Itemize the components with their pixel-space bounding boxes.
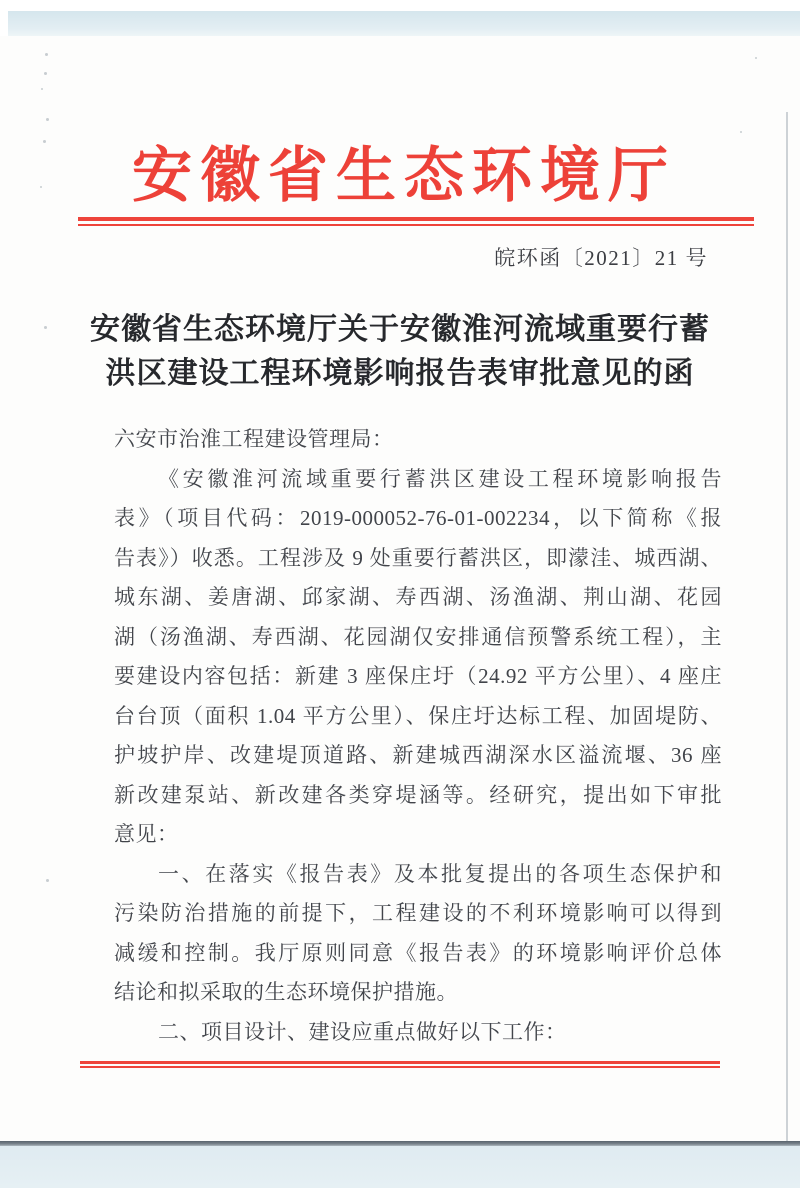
scan-speck [46,118,49,121]
red-separator-top [78,217,754,226]
body-line: 一、在落实《报告表》及本批复提出的各项生态保护和 [158,861,722,886]
letter-body [114,420,722,1052]
scan-speck [41,88,43,90]
red-separator-top-thin-line [78,224,754,226]
document-title [0,308,800,396]
document-number: 皖环函〔2021〕21 号 [494,246,708,270]
scan-speck [44,72,47,75]
body-line: 污染防治措施的前提下，工程建设的不利环境影响可以得到 [114,901,722,925]
salutation: 六安市治淮工程建设管理局： [114,427,394,451]
body-line: 城东湖、姜唐湖、邱家湖、寿西湖、汤渔湖、荆山湖、花园 [114,585,722,609]
title-line-2: 洪区建设工程环境影响报告表审批意见的函 [105,357,695,390]
body-line: 新改建泵站、新改建各类穿堤涵等。经研究，提出如下审批 [114,782,722,807]
scanner-background-top [8,11,800,36]
body-line: 意见： [114,822,179,846]
agency-name: 安徽省生态环境厅 [132,143,676,209]
red-separator-bottom-thick-line [80,1066,720,1069]
body-line: 护坡护岸、改建堤顶道路、新建城西湖深水区溢流堰、36 座 [114,743,722,767]
body-line: 表》（项目代码：2019-000052-76-01-002234，以下简称《报 [114,506,722,530]
body-line: 台台顶（面积 1.04 平方公里）、保庄圩达标工程、加固堤防、 [114,703,722,728]
scan-speck [46,879,49,882]
body-line: 要建设内容包括：新建 3 座保庄圩（24.92 平方公里）、4 座庄 [114,664,722,688]
scan-speck [755,57,757,59]
body-line: 《安徽淮河流域重要行蓄洪区建设工程环境影响报告 [158,466,722,491]
scanner-background-bottom [0,1146,800,1188]
body-line: 减缓和控制。我厅原则同意《报告表》的环境影响评价总体 [114,940,722,965]
red-separator-bottom [80,1061,720,1068]
body-line: 湖（汤渔湖、寿西湖、花园湖仅安排通信预警系统工程），主 [114,624,722,649]
body-line: 告表》）收悉。工程涉及 9 处重要行蓄洪区，即濛洼、城西湖、 [114,545,722,570]
body-line: 结论和拟采取的生态环境保护措施。 [114,980,458,1004]
paper-right-edge [786,112,788,1142]
body-line: 二、项目设计、建设应重点做好以下工作： [158,1019,567,1044]
title-line-1: 安徽省生态环境厅关于安徽淮河流域重要行蓄 [90,313,710,346]
scan-speck [45,53,48,56]
